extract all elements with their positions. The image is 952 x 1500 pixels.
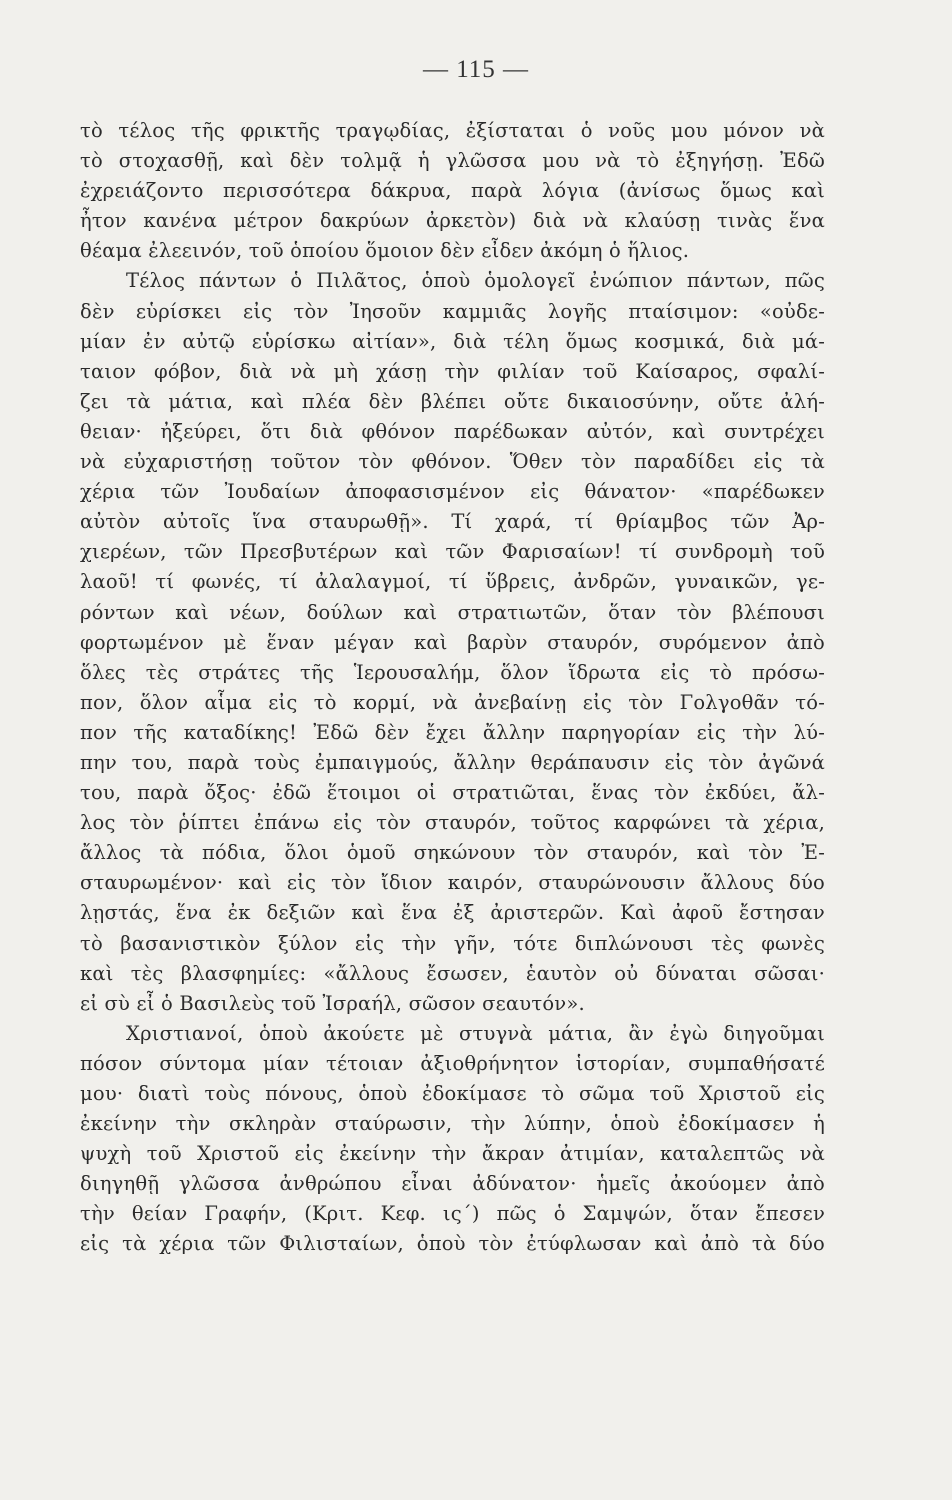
text-line: δὲν εὑρίσκει εἰς τὸν Ἰησοῦν καμμιᾶς λογῆς πταίσιμον: «οὐδε- <box>80 299 825 323</box>
text-line: ψυχὴ τοῦ Χριστοῦ εἰς ἐκείνην τὴν ἄκραν ἀτιμίαν, καταλεπτῶς νὰ <box>80 1142 825 1166</box>
text-line: μου· διατὶ τοὺς πόνους, ὁποὺ ἐδοκίμασε τὸ σῶμα τοῦ Χριστοῦ εἰς <box>80 1082 825 1105</box>
text-line: ταιον φόβον, διὰ νὰ μὴ χάσῃ τὴν φιλίαν τοῦ Καίσαρος, σφαλί- <box>80 359 825 383</box>
text-line: ἐκείνην τὴν σκληρὰν σταύρωσιν, τὴν λύπην, ὁποὺ ἐδοκίμασεν ἡ <box>80 1112 825 1136</box>
text-line: ζει τὰ μάτια, καὶ πλέα δὲν βλέπει οὔτε δικαιοσύνην, οὔτε ἀλή- <box>80 389 825 413</box>
text-line: ἐχρειάζοντο περισσότερα δάκρυα, παρὰ λόγια (ἀνίσως ὅμως καὶ <box>80 179 825 203</box>
text-line: τὸ βασανιστικὸν ξύλον εἰς τὴν γῆν, τότε διπλώνουσι τὲς φωνὲς <box>80 931 825 955</box>
text-line: ἦτον κανένα μέτρον δακρύων ἀρκετὸν) διὰ νὰ κλαύσῃ τινὰς ἕνα <box>80 209 825 233</box>
text-line: θέαμα ἐλεεινόν, τοῦ ὁποίου ὅμοιον δὲν εἶδεν ἀκόμη ὁ ἥλιος. <box>80 239 690 263</box>
text-line: καὶ τὲς βλασφημίες: «ἄλλους ἔσωσεν, ἑαυτὸν οὐ δύναται σῶσαι· <box>80 961 825 985</box>
text-line: νὰ εὐχαριστήσῃ τοῦτον τὸν φθόνον. Ὅθεν τὸν παραδίδει εἰς τὰ <box>80 450 825 474</box>
text-line: αὐτὸν αὐτοῖς ἵνα σταυρωθῇ». Τί χαρά, τί θρίαμβος τῶν Ἀρ- <box>80 510 825 534</box>
text-line: πον τῆς καταδίκης! Ἐδῶ δὲν ἔχει ἄλλην παρηγορίαν εἰς τὴν λύ- <box>80 720 825 744</box>
text-line: εἰ σὺ εἶ ὁ Βασιλεὺς τοῦ Ἰσραήλ, σῶσον σεαυτόν». <box>80 991 585 1015</box>
text-line: σταυρωμένον· καὶ εἰς τὸν ἴδιον καιρόν, σταυρώνουσιν ἄλλους δύο <box>80 871 825 895</box>
text-line: πην του, παρὰ τοὺς ἐμπαιγμούς, ἄλλην θεράπαυσιν εἰς τὸν ἀγῶνά <box>80 750 825 774</box>
text-line: πον, ὅλον αἷμα εἰς τὸ κορμί, νὰ ἀνεβαίνῃ εἰς τὸν Γολγοθᾶν τό- <box>80 690 825 714</box>
body-text <box>80 116 825 1260</box>
text-line: πόσον σύντομα μίαν τέτοιαν ἀξιοθρήνητον ἱστορίαν, συμπαθήσατέ <box>80 1051 825 1075</box>
text-line: διηγηθῇ γλῶσσα ἀνθρώπου εἶναι ἀδύνατον· ἡμεῖς ἀκούομεν ἀπὸ <box>80 1172 825 1196</box>
text-line: τὸ στοχασθῇ, καὶ δὲν τολμᾷ ἡ γλῶσσα μου νὰ τὸ ἐξηγήσῃ. Ἐδῶ <box>80 149 825 173</box>
text-line: Τέλος πάντων ὁ Πιλᾶτος, ὁποὺ ὁμολογεῖ ἐνώπιον πάντων, πῶς <box>126 269 825 293</box>
text-line: χέρια τῶν Ἰουδαίων ἀποφασισμένον εἰς θάνατον· «παρέδωκεν <box>80 480 825 504</box>
text-line: λῃστάς, ἕνα ἐκ δεξιῶν καὶ ἕνα ἐξ ἀριστερῶν. Καὶ ἀφοῦ ἔστησαν <box>80 901 825 925</box>
text-line: θειαν· ἠξεύρει, ὅτι διὰ φθόνον παρέδωκαν αὐτόν, καὶ συντρέχει <box>80 419 825 443</box>
text-line: ἄλλος τὰ πόδια, ὅλοι ὁμοῦ σηκώνουν τὸν σταυρόν, καὶ τὸν Ἐ- <box>80 841 825 865</box>
text-line: ὅλες τὲς στράτες τῆς Ἱερουσαλήμ, ὅλον ἵδρωτα εἰς τὸ πρόσω- <box>80 660 825 684</box>
text-line: μίαν ἐν αὐτῷ εὑρίσκω αἰτίαν», διὰ τέλη ὅμως κοσμικά, διὰ μά- <box>80 329 825 353</box>
text-line: φορτωμένον μὲ ἕναν μέγαν καὶ βαρὺν σταυρόν, συρόμενον ἀπὸ <box>80 630 825 654</box>
text-line: χιερέων, τῶν Πρεσβυτέρων καὶ τῶν Φαρισαίων! τί συνδρομὴ τοῦ <box>80 540 825 564</box>
text-line: λαοῦ! τί φωνές, τί ἀλαλαγμοί, τί ὕβρεις, ἀνδρῶν, γυναικῶν, γε- <box>80 570 825 594</box>
text-line: λος τὸν ῥίπτει ἐπάνω εἰς τὸν σταυρόν, τοῦτος καρφώνει τὰ χέρια, <box>80 811 825 835</box>
text-line: του, παρὰ ὄξος· ἐδῶ ἕτοιμοι οἱ στρατιῶται, ἕνας τὸν ἐκδύει, ἄλ- <box>80 781 825 805</box>
text-line: τὴν θείαν Γραφήν, (Κριτ. Κεφ. ις´) πῶς ὁ Σαμψών, ὅταν ἔπεσεν <box>80 1202 825 1226</box>
text-line: Χριστιανοί, ὁποὺ ἀκούετε μὲ στυγνὰ μάτια, ἂν ἐγὼ διηγοῦμαι <box>126 1021 825 1045</box>
page-number: — 115 — <box>422 56 530 83</box>
text-line: τὸ τέλος τῆς φρικτῆς τραγῳδίας, ἐξίσταται ὁ νοῦς μου μόνον νὰ <box>80 119 825 142</box>
text-line: εἰς τὰ χέρια τῶν Φιλισταίων, ὁποὺ τὸν ἐτύφλωσαν καὶ ἀπὸ τὰ δύο <box>80 1232 825 1256</box>
text-line: ρόντων καὶ νέων, δούλων καὶ στρατιωτῶν, ὅταν τὸν βλέπουσι <box>80 600 825 624</box>
